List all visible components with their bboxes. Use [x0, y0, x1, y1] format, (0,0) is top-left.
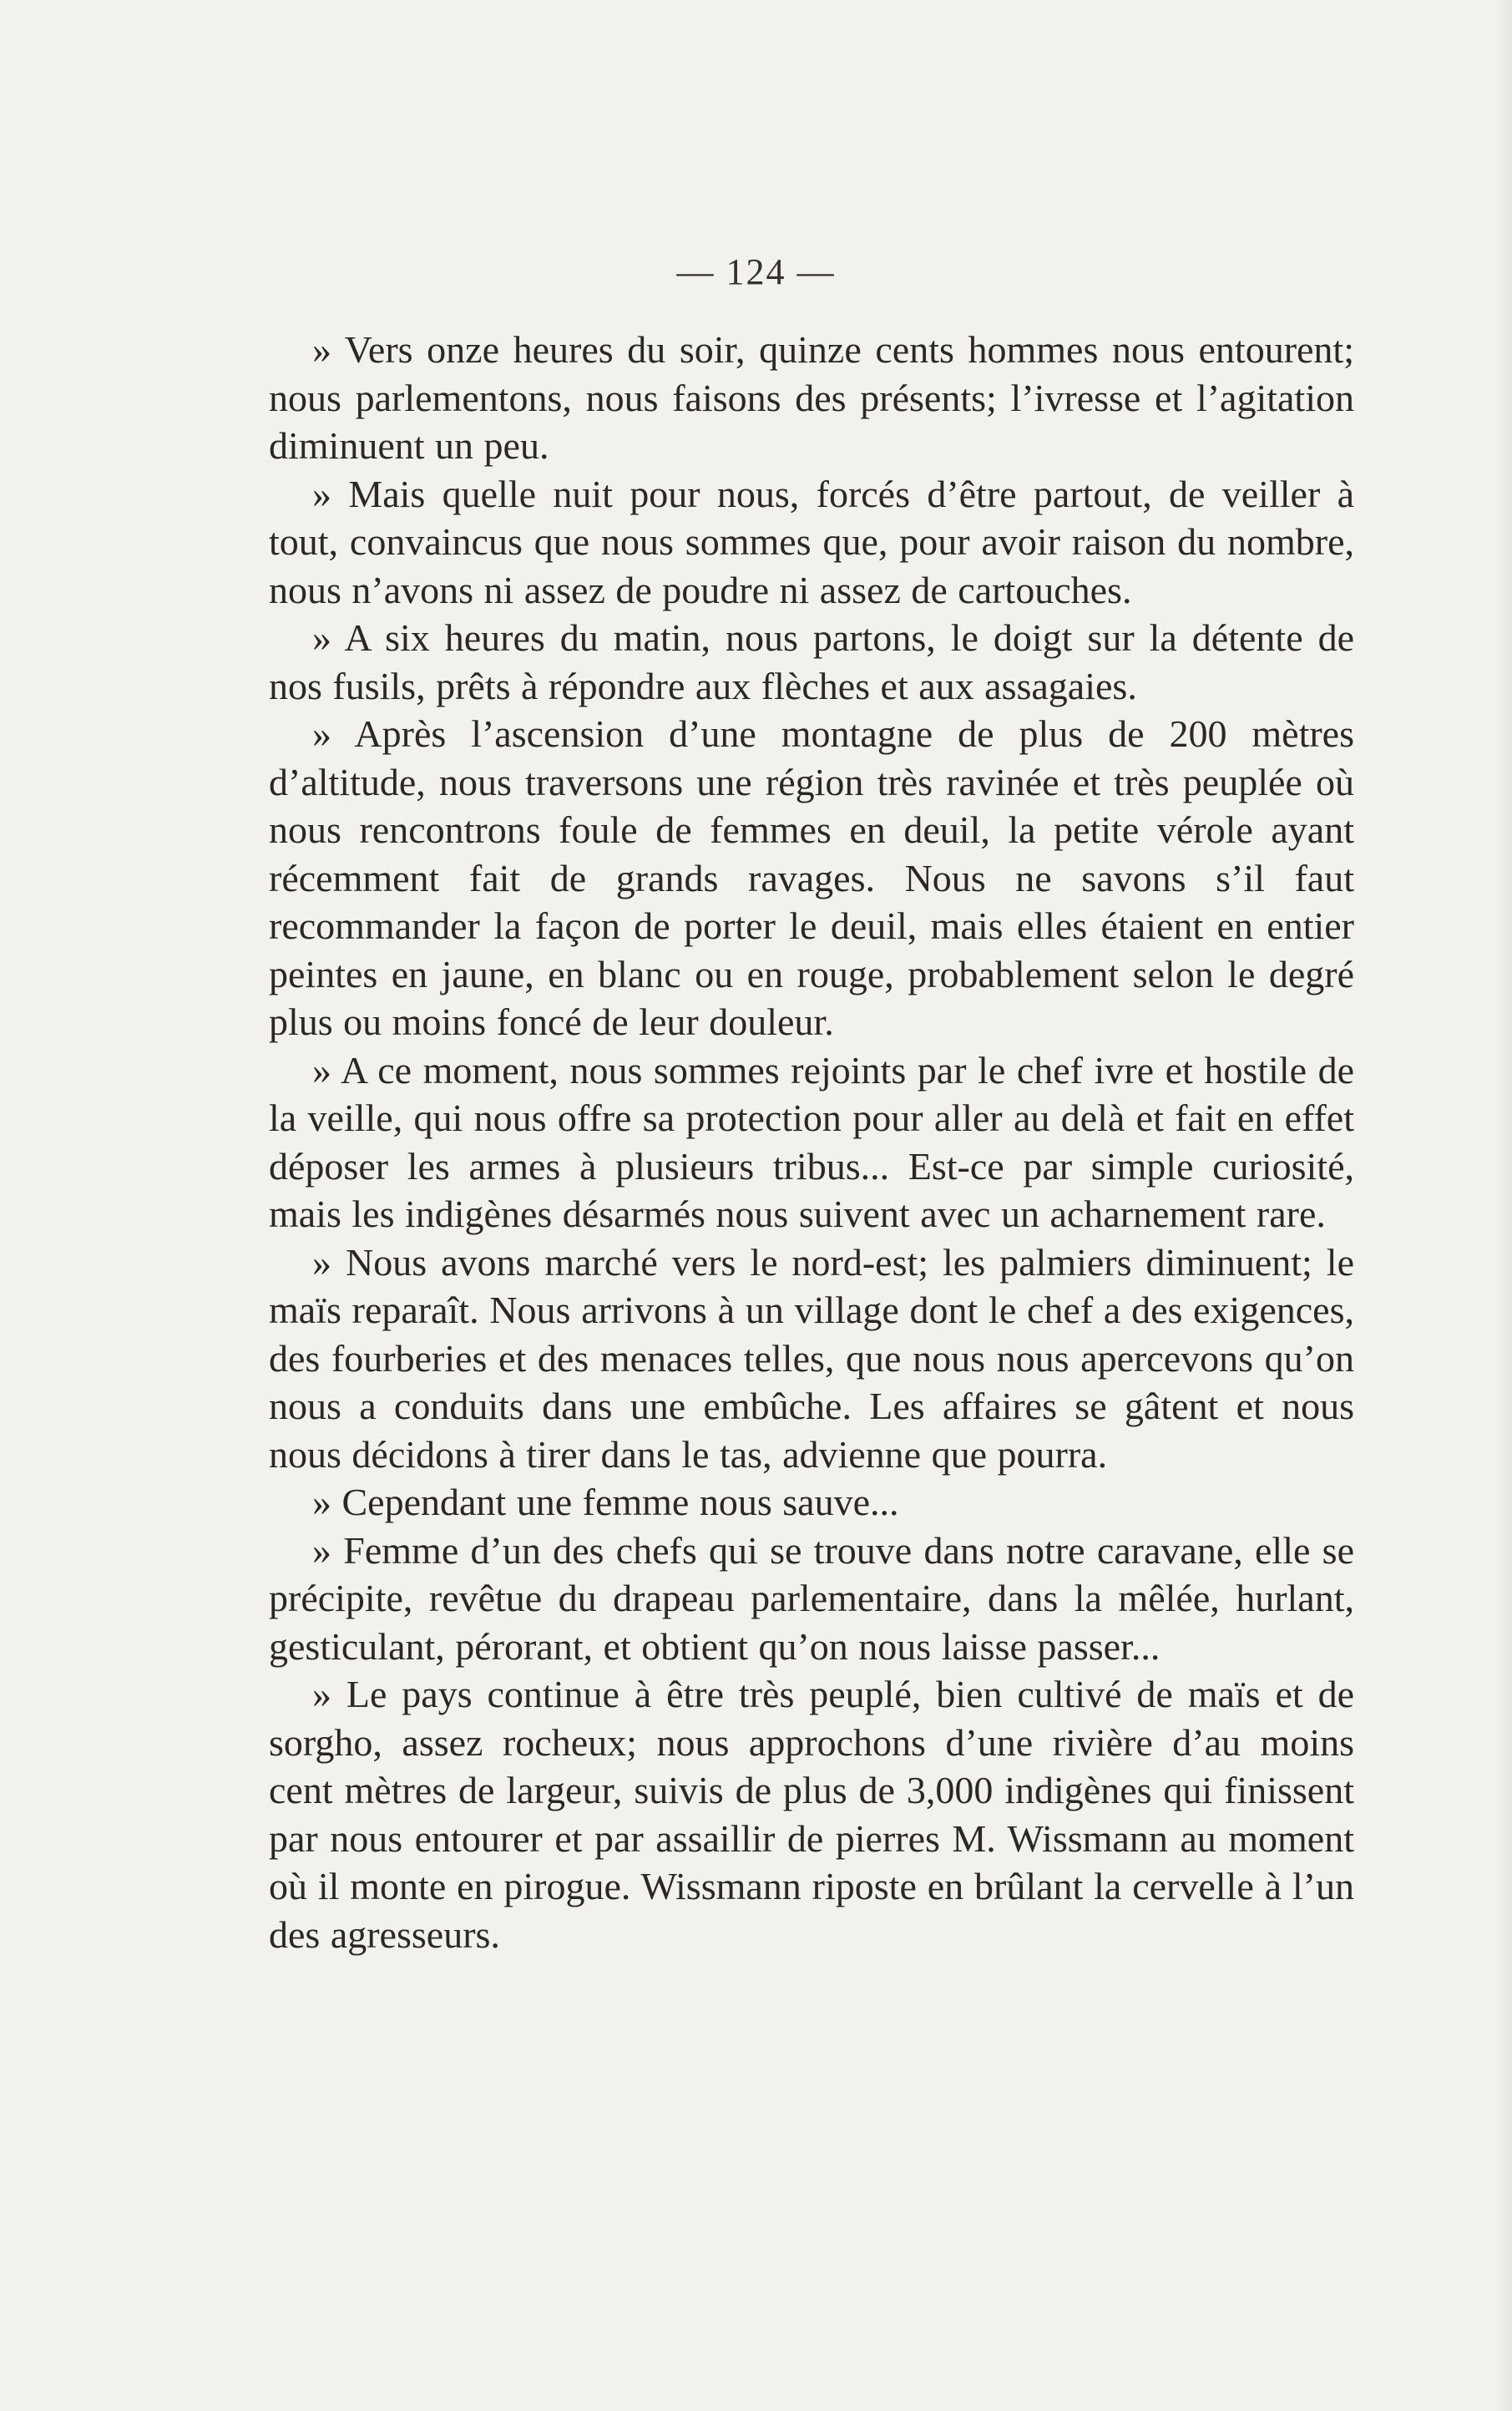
paragraph: » Le pays continue à être très peuplé, bien cultivé de maïs et de sorgho, assez rocheux; nous approchons d’une rivière d’au moins cent mètres de largeur, suivis de plus de 3,000 indigènes qui finissent par nous entourer et par assaillir de pierres M. Wissmann au moment où il monte en pirogue. Wissmann riposte en brûlant la cervelle à l’un des agresseurs.	[269, 1673, 1354, 1956]
paragraph: » Mais quelle nuit pour nous, forcés d’être partout, de veiller à tout, convaincus que nous sommes que, pour avoir raison du nombre, nous n’avons ni assez de poudre ni assez de cartouches.	[269, 472, 1354, 611]
paragraph: » Femme d’un des chefs qui se trouve dans notre caravane, elle se précipite, revêtue du drapeau parlementaire, dans la mêlée, hurlant, gesticulant, pérorant, et obtient qu’on nous laisse passer...	[269, 1528, 1354, 1668]
paragraph: » A ce moment, nous sommes rejoints par le chef ivre et hostile de la veille, qui nous offre sa protection pour aller au delà et fait en effet déposer les armes à plusieurs tribus... Est-ce par simple curiosité, mais les indigènes désarmés nous suivent avec un acharnement rare.	[269, 1048, 1354, 1235]
paragraph: » Vers onze heures du soir, quinze cents hommes nous entourent; nous parlementons, nous faisons des présents; l’ivresse et l’agitation diminuent un peu.	[269, 328, 1354, 467]
page-number: — 124 —	[676, 251, 836, 292]
body-text	[269, 326, 1354, 1958]
paragraph: » Après l’ascension d’une montagne de plus de 200 mètres d’altitude, nous traversons une région très ravinée et très peuplée où nous rencontrons foule de femmes en deuil, la petite vérole ayant récemment fait de grands ravages. Nous ne savons s’il faut recommander la façon de porter le deuil, mais elles étaient en entier peintes en jaune, en blanc ou en rouge, probablement selon le degré plus ou moins foncé de leur douleur.	[269, 712, 1354, 1043]
paragraph: » Nous avons marché vers le nord-est; les palmiers diminuent; le maïs reparaît. Nous arrivons à un village dont le chef a des exigences, des fourberies et des menaces telles, que nous nous apercevons qu’on nous a conduits dans une embûche. Les affaires se gâtent et nous nous décidons à tirer dans le tas, advienne que pourra.	[269, 1240, 1354, 1476]
paragraph: » A six heures du matin, nous partons, le doigt sur la détente de nos fusils, prêts à répondre aux flèches et aux assagaies.	[269, 616, 1354, 707]
page-edge-shadow	[1497, 0, 1512, 2411]
paragraph: » Cependant une femme nous sauve...	[312, 1481, 899, 1523]
